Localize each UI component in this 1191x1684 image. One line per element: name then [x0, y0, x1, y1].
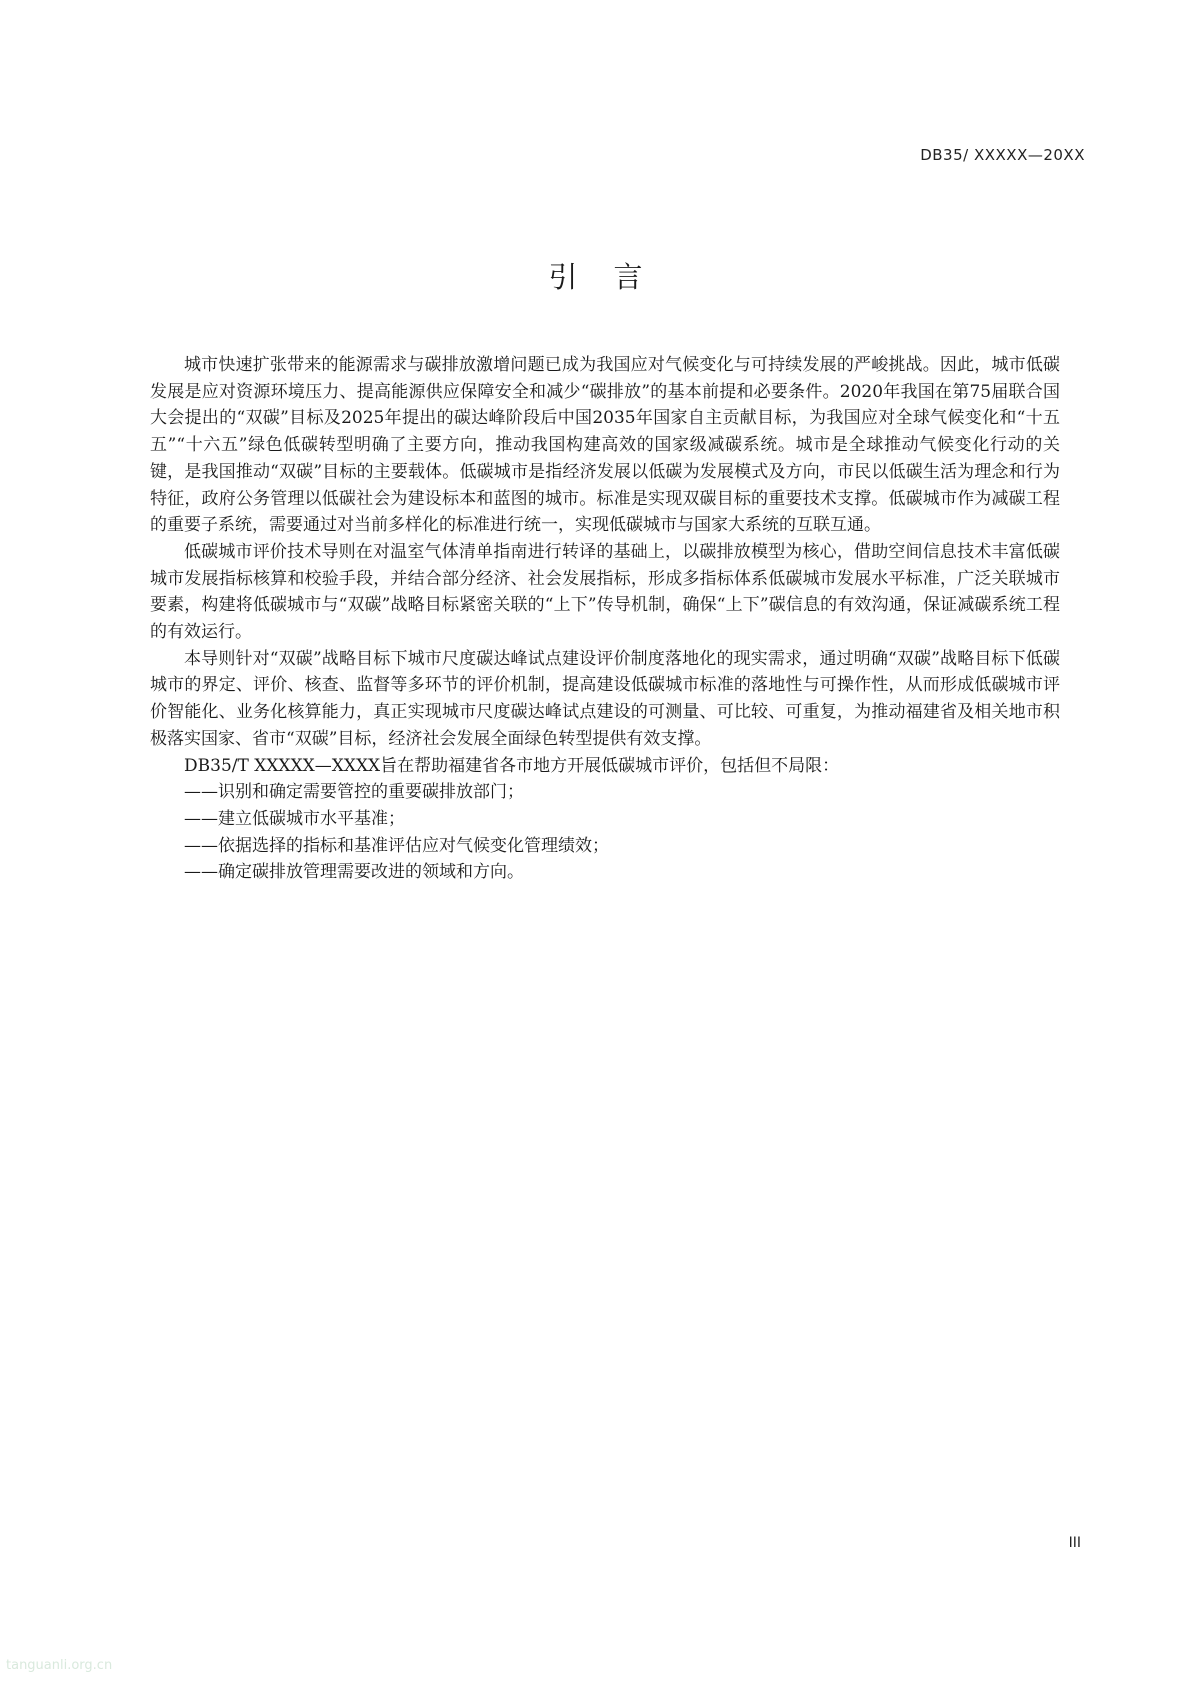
- paragraph: 低碳城市评价技术导则在对温室气体清单指南进行转译的基础上，以碳排放模型为核心，借助空间信息技术丰富低碳城市发展指标核算和校验手段，并结合部分经济、社会发展指标，形成多指标体系低碳城市发展水平标准，广泛关联城市要素，构建将低碳城市与“双碳”战略目标紧密关联的“上下”传导机制，确保“上下”碳信息的有效沟通，保证减碳系统工程的有效运行。: [150, 541, 1060, 643]
- page-title: 引言: [548, 260, 679, 294]
- list-item: ——识别和确定需要管控的重要碳排放部门；: [184, 782, 524, 803]
- paragraph: 城市快速扩张带来的能源需求与碳排放激增问题已成为我国应对气候变化与可持续发展的严峻挑战。因此，城市低碳发展是应对资源环境压力、提高能源供应保障安全和减少“碳排放”的基本前提和必要条件。2020年我国在第75届联合国大会提出的“双碳”目标及2025年提出的碳达峰阶段后中国2035年国家自主贡献目标，为我国应对全球气候变化和“十五五”“十六五”绿色低碳转型明确了主要方向，推动我国构建高效的国家级减碳系统。城市是全球推动气候变化行动的关键，是我国推动“双碳”目标的主要载体。低碳城市是指经济发展以低碳为发展模式及方向，市民以低碳生活为理念和行为特征，政府公务管理以低碳社会为建设标本和蓝图的城市。标准是实现双碳目标的重要技术支撑。低碳城市作为减碳工程的重要子系统，需要通过对当前多样化的标准进行统一，实现低碳城市与国家大系统的互联互通。: [150, 355, 1060, 536]
- scope-list: [150, 779, 1060, 886]
- page-number: III: [1068, 1535, 1081, 1551]
- list-item: ——建立低碳城市水平基准；: [184, 808, 405, 829]
- list-item: ——依据选择的指标和基准评估应对气候变化管理绩效；: [184, 835, 609, 856]
- list-item: ——确定碳排放管理需要改进的领域和方向。: [184, 862, 524, 883]
- watermark: tanguanli.org.cn: [6, 1658, 113, 1673]
- paragraph: DB35/T XXXXX—XXXX旨在帮助福建省各市地方开展低碳城市评价，包括但不局限：: [184, 755, 840, 776]
- body-text: [150, 352, 1060, 886]
- document-code: DB35/ XXXXX—20XX: [920, 146, 1085, 164]
- paragraph: 本导则针对“双碳”战略目标下城市尺度碳达峰试点建设评价制度落地化的现实需求，通过明确“双碳”战略目标下低碳城市的界定、评价、核查、监督等多环节的评价机制，提高建设低碳城市标准的落地性与可操作性，从而形成低碳城市评价智能化、业务化核算能力，真正实现城市尺度碳达峰试点建设的可测量、可比较、可重复，为推动福建省及相关地市积极落实国家、省市“双碳”目标，经济社会发展全面绿色转型提供有效支撑。: [150, 648, 1060, 749]
